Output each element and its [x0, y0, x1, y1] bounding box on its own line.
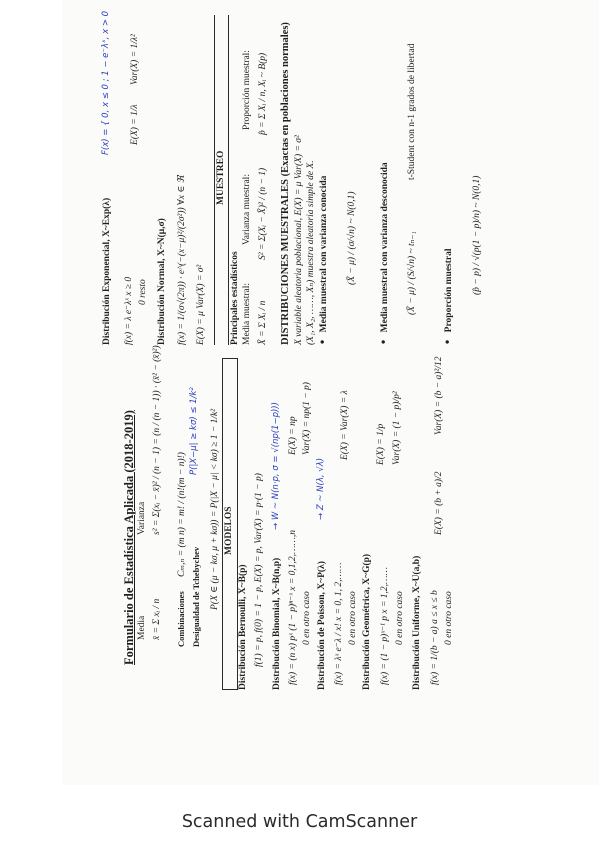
proporcion-muestral-distribution: (p̂ − p) / √(p(1 − p)/n) ~ N(0,1) [472, 175, 482, 295]
distribuciones-muestrales-line1: X variable aleatoria poblacional, E(X) = μ Var(X) = σ² [294, 135, 304, 345]
media-muestral-formula: X̄ = Σ Xᵢ / n [258, 300, 268, 345]
proporcion-muestral-label: Proporción muestral: [242, 50, 252, 130]
bernoulli-title: Distribución Bernoulli, X~B(p) [238, 564, 248, 690]
bullet-proporcion-muestral-text: Proporción muestral [444, 248, 454, 333]
combinaciones-formula: Cₘ,ₙ = (m n) = m! / (n!(m − n)!) [177, 452, 187, 577]
normal-pdf: f(x) = 1/(σ√(2π)) · e^(−(x−μ)²/(2σ²)) ∀x ∈ ℜ [177, 175, 187, 345]
exponencial-expectation: E(X) = 1/λ [130, 104, 140, 145]
exponencial-handwritten-cdf: F(x) = { 0, x ≤ 0 ; 1 − e⁻λˣ, x > 0 [101, 10, 111, 155]
geometrica-otherwise: 0 en otro caso [395, 591, 405, 645]
uniforme-pdf: f(x) = 1/(b − a) a ≤ x ≤ b [430, 590, 440, 685]
bullet-dot: • [379, 332, 390, 345]
bernoulli-formula: f(1) = p, f(0) = 1 − p, E(X) = p, Var(X) = p·(1 − p) [254, 473, 264, 667]
exponencial-pdf: f(x) = λ e⁻λˣ x ≥ 0 [124, 276, 134, 345]
media-formula: x̄ = Σ xᵢ / n [152, 598, 162, 640]
geometrica-title: Distribución Geométrica, X~G(p) [362, 553, 372, 690]
distribuciones-muestrales-line2: (X₁, X₂, ……, Xₙ) muestra aleatoria simple de X. [306, 160, 316, 345]
uniforme-variance: Var(X) = (b − a)²/12 [434, 356, 444, 435]
exponencial-variance: Var(X) = 1/λ² [130, 34, 140, 85]
proporcion-muestral-formula: p̂ = Σ Xᵢ / n, Xᵢ ~ B(p) [258, 52, 268, 135]
varianza-muestral-label: Varianza muestral: [242, 174, 252, 245]
media-muestral-label: Media muestral: [242, 283, 252, 345]
scanned-page [62, 0, 599, 785]
exponencial-otherwise: 0 resto [138, 279, 148, 305]
combinaciones-label: Combinaciones [176, 591, 186, 647]
varianza-muestral-formula: S² = Σ(Xᵢ − X̄)² / (n − 1) [258, 167, 268, 260]
uniforme-expectation: E(X) = (b + a)/2 [434, 471, 444, 535]
geometrica-pmf: f(x) = (1 − p)ˣ⁻¹ p x = 1,2,…… [380, 567, 390, 685]
binomial-otherwise: 0 en otro caso [302, 591, 312, 645]
muestreo-rule-bottom [228, 15, 229, 345]
binomial-pmf: f(x) = (n x) pˣ (1 − p)ⁿ⁻ˣ x = 0,1,2,……,n [288, 529, 298, 685]
binomial-handwritten-note: → W ~ N(n·p, σ = √(np(1−p))) [271, 402, 281, 530]
varianza-label: Varianza [137, 501, 147, 535]
rotated-formula-sheet [62, 0, 599, 785]
varianza-formula: s² = Σ(xᵢ − x̄)² / (n − 1) = (n / (n − 1)) · (x̄² − (x̄)²) [152, 345, 162, 535]
binomial-variance: Var(X) = np(1 − p) [302, 382, 312, 455]
bullet-varianza-desconocida [380, 162, 391, 345]
exponencial-title: Distribución Exponencial, X~Exp(λ) [102, 197, 112, 345]
media-label: Media [137, 615, 147, 640]
geometrica-variance: Var(X) = (1 − p)/p² [392, 391, 402, 465]
bullet-varianza-conocida [319, 176, 330, 345]
poisson-otherwise: 0 en otro caso [348, 591, 358, 645]
uniforme-title: Distribución Uniforme, X~U(a,b) [412, 555, 422, 690]
bullet-dot: • [443, 332, 454, 345]
tchebychev-handwritten-note: P(|X−μ| ≥ kσ) ≤ 1/k² [189, 387, 199, 475]
bullet-varianza-desconocida-text: Media muestral con varianza desconocida [380, 162, 390, 333]
uniforme-otherwise: 0 en otro caso [444, 591, 454, 645]
t-student-note: t-Student con n-1 grados de libertad [407, 43, 417, 180]
tchebychev-label: Desigualdad de Tchebychev [191, 546, 201, 647]
geometrica-expectation: E(X) = 1/p [376, 423, 386, 465]
bullet-varianza-conocida-text: Media muestral con varianza conocida [319, 175, 329, 333]
muestreo-header: MUESTREO [216, 150, 226, 205]
tchebychev-formula: P(X ∈ (μ − kσ, μ + kσ)) = P(|X − μ| < kσ) ≥ 1 − 1/k² [210, 408, 220, 610]
muestreo-rule-top [214, 15, 215, 345]
camscanner-watermark: Scanned with CamScanner [181, 812, 418, 832]
modelos-header: MODELOS [224, 506, 234, 555]
principales-estadisticos-title: Principales estadísticos [230, 251, 240, 345]
poisson-expectation: E(X) = Var(X) = λ [340, 390, 350, 460]
normal-moments: E(X) = μ Var(X) = σ² [196, 264, 206, 345]
sheet-title: Formulario de Estadística Aplicada (2018-2019) [122, 410, 136, 665]
poisson-handwritten-note: → Z ~ N(λ, √λ) [316, 457, 326, 520]
varianza-conocida-formula: (X̄ − μ) / (σ/√n) ~ N(0,1) [347, 191, 357, 285]
poisson-title: Distribución de Poisson, X~P(λ) [317, 561, 327, 690]
binomial-expectation: E(X) = np [288, 416, 298, 455]
poisson-pmf: f(x) = λˣ e⁻λ / x! x = 0, 1, 2,…… [334, 562, 344, 685]
bullet-dot: • [318, 332, 329, 345]
binomial-title: Distribución Binomial, X~B(n,p) [272, 557, 282, 690]
varianza-desconocida-formula: (X̄ − μ) / (S/√n) ~ tₙ₋₁ [407, 231, 417, 315]
normal-title: Distribución Normal, X~N(μ,σ) [157, 218, 167, 345]
distribuciones-muestrales-title: DISTRIBUCIONES MUESTRALES (Exactas en poblaciones normales) [280, 22, 291, 345]
bullet-proporcion-muestral [444, 248, 455, 345]
